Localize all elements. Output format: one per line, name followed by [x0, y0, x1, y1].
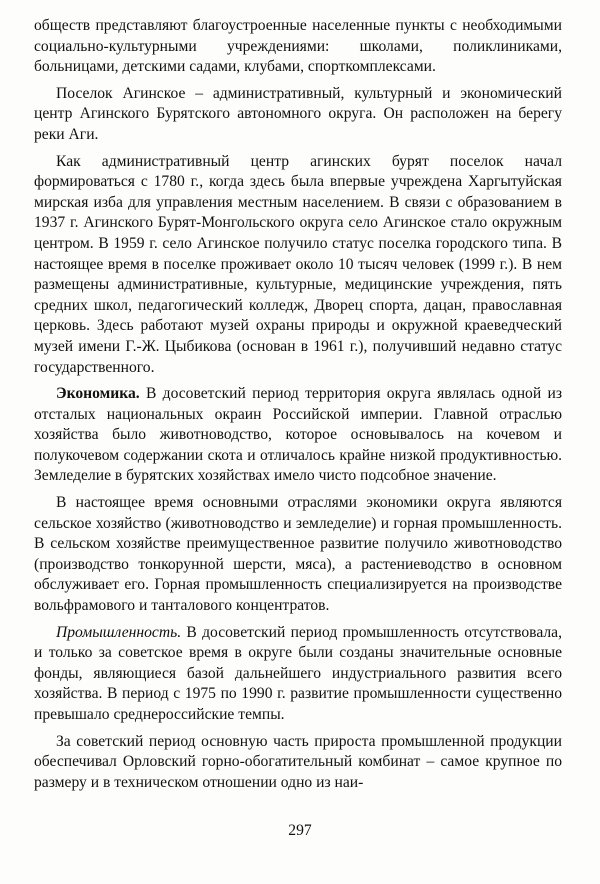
section-lead-economy: Экономика.	[56, 385, 140, 403]
paragraph-economy-current	[34, 493, 562, 617]
paragraph-text: обществ представляют благоустроенные населенные пункты с необходимыми социально-культурными учреждениями: школами, поликлиниками, больницами, детскими садами, клубами, спорткомплексами.	[34, 17, 562, 76]
paragraph-text: За советский период основную часть прироста промышленной продукции обеспечивал Орловский горно-обогатительный комбинат – самое крупное по размеру и в техническом отношении одно из наи-	[34, 732, 562, 791]
paragraph-text: В досоветский период промышленность отсутствовала, и только за советское время в округе были созданы значительные основные фонды, являющиеся базой дальнейшего индустриального развития всего хозяйства. В период с 1975 по 1990 г. развитие промышленности существенно превышало среднероссийские темпы.	[34, 623, 562, 723]
page-body-text	[34, 16, 562, 793]
paragraph-economy	[34, 384, 562, 487]
paragraph-text: В настоящее время основными отраслями экономики округа являются сельское хозяйство (животноводство и земледелие) и горная промышленность. В сельском хозяйстве преимущественное развитие получило животноводство (производство тонкорунной шерсти, мяса), а растениеводство в основном обслуживает его. Горная промышленность специализируется на производстве вольфрамового и танталового концентратов.	[34, 494, 562, 615]
section-lead-industry: Промышленность.	[56, 623, 182, 641]
paragraph-aginskoe-history	[34, 152, 562, 379]
paragraph-text: В досоветский период территория округа являлась одной из отсталых национальных окраин Российской империи. Главной отраслью хозяйства было животноводство, которое основывалось на кочевом и полукочевом содержании скота и отличалось крайне низкой продуктивностью. Земледелие в бурятских хозяйствах имело чисто подсобное значение.	[34, 385, 562, 485]
paragraph-text: Поселок Агинское – административный, культурный и экономический центр Агинского Бурятского автономного округа. Он расположен на берегу реки Аги.	[34, 84, 562, 143]
page-number: 297	[288, 822, 312, 839]
paragraph-continuation	[34, 16, 562, 78]
paragraph-aginskoe-intro	[34, 84, 562, 146]
paragraph-industry-soviet	[34, 732, 562, 794]
paragraph-text: Как административный центр агинских бурят поселок начал формироваться с 1780 г., когда здесь была впервые учреждена Харгытуйская мирская изба для управления местным населением. В связи с образованием в 1937 г. Агинского Бурят-Монгольского округа село Агинское стало окружным центром. В 1959 г. село Агинское получило статус поселка городского типа. В настоящее время в поселке проживает около 10 тысяч человек (1999 г.). В нем размещены административные, культурные, медицинские учреждения, пять средних школ, педагогический колледж, Дворец спорта, дацан, православная церковь. Здесь работают музей охраны природы и окружной краеведческий музей имени Г.-Ж. Цыбикова (основан в 1961 г.), получивший недавно статус государственного.	[34, 152, 562, 376]
paragraph-industry	[34, 623, 562, 726]
